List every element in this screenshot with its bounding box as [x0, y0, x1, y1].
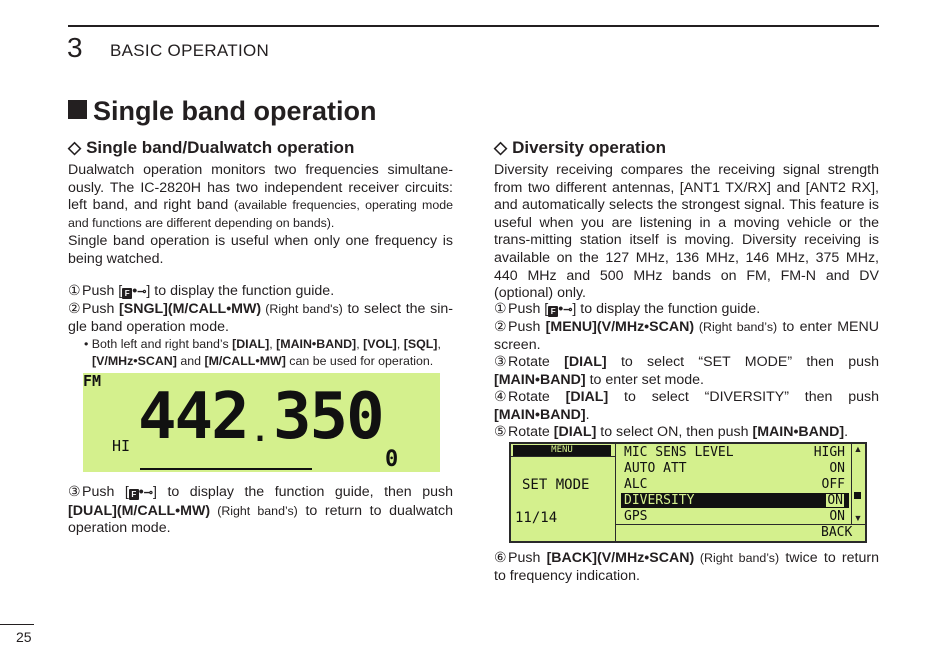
- note-text: and: [176, 354, 205, 368]
- scroll-down-icon[interactable]: ▼: [853, 513, 863, 523]
- key-label: [SNGL](M/CALL•MW): [119, 301, 262, 317]
- step-note: (Right band’s): [694, 320, 778, 334]
- menu-item[interactable]: [621, 477, 849, 492]
- left-step-2: [68, 300, 453, 336]
- page-number: 25: [16, 629, 32, 645]
- menu-item[interactable]: [621, 461, 849, 476]
- left-heading: [68, 137, 354, 159]
- key-label: [MAIN•BAND]: [752, 424, 845, 440]
- menu-scrollbar[interactable]: [851, 444, 864, 524]
- step-number: ③: [494, 353, 507, 369]
- key-label: [DUAL](M/CALL•MW): [68, 502, 211, 519]
- menu-item[interactable]: [621, 493, 849, 508]
- menu-item-value: OFF: [821, 477, 845, 492]
- key-icon: ⊸: [143, 487, 153, 499]
- step-text: Push [: [508, 301, 549, 317]
- header-rule: [68, 25, 879, 27]
- key-label: [BACK](V/MHz•SCAN): [546, 550, 695, 566]
- menu-item[interactable]: [621, 509, 849, 524]
- diamond-icon: ◇: [68, 138, 82, 157]
- step-text: to select ON, then push: [596, 424, 753, 440]
- menu-item-value: ON: [827, 493, 843, 508]
- menu-item-label: DIVERSITY: [624, 493, 695, 508]
- right-heading: [494, 137, 666, 159]
- lcd-frequency-mhz: 442: [138, 380, 248, 454]
- step-note: (Right band’s): [694, 551, 780, 565]
- key-icon: ⊸: [563, 304, 573, 316]
- right-step-4: [494, 388, 879, 424]
- step-note: (Right band's): [261, 302, 343, 316]
- key-label: [SQL]: [403, 337, 438, 351]
- lcd-power: HI: [112, 437, 131, 455]
- function-key-icon: F: [129, 489, 139, 500]
- menu-item-label: MIC SENS LEVEL: [624, 445, 734, 460]
- step-text: Push [: [82, 484, 129, 500]
- left-step-3: [68, 483, 453, 538]
- step-text: to enter set mode.: [585, 371, 704, 388]
- step-text: Push: [82, 301, 120, 317]
- menu-item-value: ON: [829, 461, 845, 476]
- menu-back-label[interactable]: BACK: [821, 525, 853, 540]
- step-number: ①: [494, 300, 507, 316]
- scroll-thumb[interactable]: [854, 492, 861, 499]
- step-text: .: [844, 424, 849, 440]
- step-text: •: [132, 283, 138, 299]
- diamond-icon: ◇: [494, 138, 508, 157]
- right-step-2: [494, 318, 879, 354]
- step-number: ②: [68, 300, 81, 316]
- chapter-number: 3: [67, 32, 83, 63]
- menu-tab-divider: [511, 456, 615, 457]
- step-number: ⑤: [494, 423, 507, 439]
- left-para1-text: Dualwatch operation monitors two frequencies simultane-ously. The IC-2820H has two independent receiver circuits: left band, and right band: [68, 162, 453, 214]
- left-heading-text: Single band/Dualwatch operation: [86, 138, 355, 157]
- section-title-text: Single band operation: [93, 96, 377, 126]
- step-text: to enter MENU screen.: [494, 319, 879, 353]
- page-number-rule: [0, 624, 34, 625]
- function-key-icon: F: [122, 288, 132, 299]
- section-title: [68, 94, 377, 128]
- menu-item[interactable]: [621, 445, 849, 460]
- square-bullet-icon: [68, 100, 87, 119]
- scroll-up-icon[interactable]: ▲: [853, 444, 863, 454]
- key-label: [V/MHz•SCAN]: [92, 354, 177, 368]
- right-paragraph: Diversity receiving compares the receiving signal strength from two different antennas, [ANT1 TX/RX] and [ANT2 RX], and automatically selects the strongest signal. This feature is useful when you are listening in a moving vehicle or the trans-mitting station itself is moving. Diversity receiving is available on the 127 MHz, 136 MHz, 146 MHz, 375 MHz, 440 MHz and 500 MHz bands on FM, FM-N and DV (optional) only.: [494, 162, 879, 302]
- function-key-icon: F: [548, 306, 558, 317]
- step-note: (Right band’s): [210, 503, 298, 518]
- key-label: [MAIN•BAND]: [276, 337, 357, 351]
- step-text: Rotate: [508, 354, 565, 370]
- step-text: Rotate: [508, 389, 566, 405]
- right-step-1: [494, 300, 879, 320]
- left-bullet-note: • Both left and right band’s [DIAL], [MAIN•BAND], [VOL], [SQL], [V/MHz•SCAN] and [M/CALL•MW] can be used for operation.: [84, 337, 441, 368]
- menu-mode-label: SET MODE: [522, 477, 590, 493]
- note-text: • Both left and right band’s: [84, 337, 233, 351]
- step-number: ⑥: [494, 549, 507, 565]
- menu-left-pane: [511, 444, 616, 541]
- menu-page-indicator: 11/14: [515, 510, 558, 526]
- step-text: Push: [508, 550, 547, 566]
- step-text: to select the sin-gle band operation mode.: [68, 301, 453, 335]
- left-paragraph-2: Single band operation is useful when only one frequency is being watched.: [68, 233, 453, 267]
- key-label: [DIAL]: [232, 337, 270, 351]
- step-number: ③: [68, 483, 81, 499]
- menu-item-value: HIGH: [813, 445, 845, 460]
- right-heading-text: Diversity operation: [512, 138, 667, 157]
- step-number: ①: [68, 282, 81, 298]
- key-icon: ⊸: [137, 286, 147, 298]
- lcd-indicator: 0: [385, 447, 399, 472]
- left-paragraph-1: [68, 162, 453, 232]
- menu-item-value: ON: [829, 509, 845, 524]
- frequency-lcd: [83, 373, 440, 472]
- step-text: •: [558, 301, 564, 317]
- lcd-frequency-dot: .: [251, 414, 270, 449]
- chapter-title: BASIC OPERATION: [110, 41, 270, 60]
- menu-item-label: AUTO ATT: [624, 461, 687, 476]
- key-label: [MAIN•BAND]: [494, 406, 586, 423]
- step-text: .: [585, 406, 590, 423]
- menu-item-label: GPS: [624, 509, 648, 524]
- menu-lcd: [509, 442, 867, 543]
- step-text: ] to display the function guide, then push: [152, 484, 453, 500]
- left-para1-note: (available frequencies, operating mode and functions are different depending on bands).: [68, 198, 453, 230]
- lcd-frequency-khz: 350: [273, 380, 383, 454]
- lcd-mode: FM: [83, 372, 102, 390]
- step-text: ] to display the function guide.: [572, 301, 761, 317]
- step-number: ②: [494, 318, 507, 334]
- step-text: •: [138, 484, 144, 500]
- note-text: can be used for operation.: [285, 354, 434, 368]
- right-step-6: [494, 549, 879, 585]
- key-label: [MAIN•BAND]: [494, 371, 586, 388]
- step-text: twice to return to frequency indication.: [494, 550, 879, 584]
- step-text: Push [: [82, 283, 123, 299]
- step-text: to return to dualwatch operation mode.: [68, 502, 453, 537]
- menu-item-label: ALC: [624, 477, 648, 492]
- key-label: [M/CALL•MW]: [204, 354, 286, 368]
- step-text: ] to display the function guide.: [146, 283, 335, 299]
- key-label: [DIAL]: [553, 424, 597, 440]
- lcd-s-meter-bar: [140, 468, 312, 470]
- left-step-1: [68, 282, 453, 302]
- step-text: to select “SET MODE” then push: [606, 354, 879, 370]
- key-label: [DIAL]: [564, 354, 607, 370]
- key-label: [MENU](V/MHz•SCAN): [545, 319, 695, 335]
- right-step-3: [494, 353, 879, 389]
- step-text: Rotate: [508, 424, 554, 440]
- right-step-5: [494, 423, 879, 442]
- step-text: Push: [508, 319, 546, 335]
- menu-tab-label: MENU: [513, 445, 611, 456]
- key-label: [VOL]: [363, 337, 397, 351]
- step-text: to select “DIVERSITY” then push: [608, 389, 879, 405]
- key-label: [DIAL]: [565, 389, 609, 405]
- step-number: ④: [494, 388, 507, 404]
